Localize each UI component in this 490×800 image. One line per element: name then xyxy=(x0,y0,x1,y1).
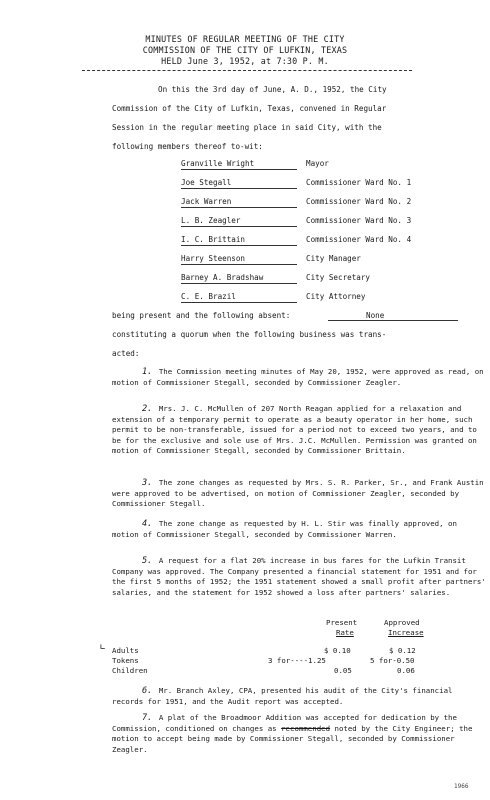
item-1 xyxy=(112,367,488,388)
item-text: The zone change as requested by H. L. Stir was finally approved, on motion of Commissioner Stegall, seconded by Commissioner Warren. xyxy=(112,519,457,539)
item-2 xyxy=(112,404,488,457)
member-title: City Attorney xyxy=(306,292,366,301)
member-name: I. C. Brittain xyxy=(181,234,297,246)
fare-row-label: Tokens xyxy=(112,656,139,665)
fare-row-approved: 5 for-0.50 xyxy=(370,656,415,665)
quorum-line-1: constituting a quorum when the following business was trans- xyxy=(112,330,387,339)
col-approved-subheader: Increase xyxy=(388,628,424,637)
item-text: A request for a flat 20% increase in bus fares for the Lufkin Transit Company was approved. The Company presented a financial statement for 1951 and for the first 5 months of 1952; the 1951 statement showed a small profit after partners' salaries, and the statement for 1952 showed a loss after partners' salaries. xyxy=(112,556,486,597)
member-title: Commissioner Ward No. 4 xyxy=(306,235,412,244)
fare-row-present: 3 for----1.25 xyxy=(268,656,326,665)
fare-row-present: $ 0.10 xyxy=(324,646,351,655)
item-text: The Commission meeting minutes of May 20, 1952, were approved as read, on motion of Commissioner Stegall, seconded by Commissioner Zeagler. xyxy=(112,367,484,387)
item-text: The zone changes as requested by Mrs. S. R. Parker, Sr., and Frank Austin were approved to be advertised, on motion of Commissioner Zeagler, seconded by Commissioner Stegall. xyxy=(112,478,484,509)
item-number: 3. xyxy=(142,478,153,488)
item-7 xyxy=(112,713,488,755)
absent-blank xyxy=(328,310,458,321)
item-text-struck: recommended xyxy=(281,723,331,733)
quorum-line-2: acted: xyxy=(112,349,140,358)
header-line-3: HELD June 3, 1952, at 7:30 P. M. xyxy=(161,56,329,66)
fare-row-label: Children xyxy=(112,666,148,675)
item-number: 7. xyxy=(142,713,153,723)
member-title: Commissioner Ward No. 3 xyxy=(306,216,412,225)
intro-line-3: Session in the regular meeting place in said City, with the xyxy=(112,123,382,132)
member-title: Commissioner Ward No. 1 xyxy=(306,178,412,187)
item-text-before: A plat of the Broadmoor Addition was accepted for dedication by the Commission, conditioned on changes as xyxy=(112,713,457,733)
item-text: Mrs. J. C. McMullen of 207 North Reagan applied for a relaxation and extension of a temporary permit to operate as a beauty operator in her home, such permit to be non-transferable, issued for a period not to exceed two years, and to be for the exclusive and sole use of Mrs. J.C. McMullen. Permission was granted on motion of Commissioner Stegall, seconded by Commissioner Brittain. xyxy=(112,404,477,456)
header-line-1: MINUTES OF REGULAR MEETING OF THE CITY xyxy=(145,34,345,44)
member-name: Harry Steenson xyxy=(181,253,297,265)
member-name: Granville Wright xyxy=(181,158,297,170)
item-number: 2. xyxy=(142,404,153,414)
member-title: Mayor xyxy=(306,159,329,168)
item-3 xyxy=(112,478,488,510)
absent-label: being present and the following absent: xyxy=(112,311,291,320)
member-name: Barney A. Bradshaw xyxy=(181,272,297,284)
item-number: 1. xyxy=(142,367,153,377)
fare-row-present: 0.05 xyxy=(334,666,352,675)
item-number: 6. xyxy=(142,686,153,696)
item-5 xyxy=(112,556,488,598)
col-present-header: Present xyxy=(326,618,358,627)
item-number: 4. xyxy=(142,519,153,529)
col-approved-header: Approved xyxy=(384,618,420,627)
item-6 xyxy=(112,686,488,707)
intro-line-4: following members thereof to-wit: xyxy=(112,142,263,151)
header-divider xyxy=(82,70,412,71)
item-4 xyxy=(112,519,488,540)
member-name: Joe Stegall xyxy=(181,177,297,189)
member-name: L. B. Zeagler xyxy=(181,215,297,227)
member-title: City Manager xyxy=(306,254,361,263)
intro-line-2: Commission of the City of Lufkin, Texas, convened in Regular xyxy=(112,104,387,113)
col-present-subheader: Rate xyxy=(336,628,354,637)
page-corner-number: 1966 xyxy=(454,783,469,790)
fare-row-approved: 0.06 xyxy=(397,666,415,675)
item-text-after: noted by the City Engineer; the motion to accept being made by Commissioner Stegall, seconded by Commissioner Zeagler. xyxy=(112,723,473,754)
intro-line-1: On this the 3rd day of June, A. D., 1952, the City xyxy=(158,85,387,94)
member-title: City Secretary xyxy=(306,273,371,282)
margin-check-mark: ∟ xyxy=(100,643,106,653)
item-number: 5. xyxy=(142,556,153,566)
member-name: C. E. Brazil xyxy=(181,291,297,303)
fare-row-label: Adults xyxy=(112,646,139,655)
fare-row-approved: $ 0.12 xyxy=(389,646,416,655)
member-name: Jack Warren xyxy=(181,196,297,208)
header-line-2: COMMISSION OF THE CITY OF LUFKIN, TEXAS xyxy=(142,45,348,55)
absent-value: None xyxy=(366,311,385,320)
member-title: Commissioner Ward No. 2 xyxy=(306,197,412,206)
item-text: Mr. Branch Axley, CPA, presented his audit of the City's financial records for 1951, and the Audit report was accepted. xyxy=(112,686,453,706)
